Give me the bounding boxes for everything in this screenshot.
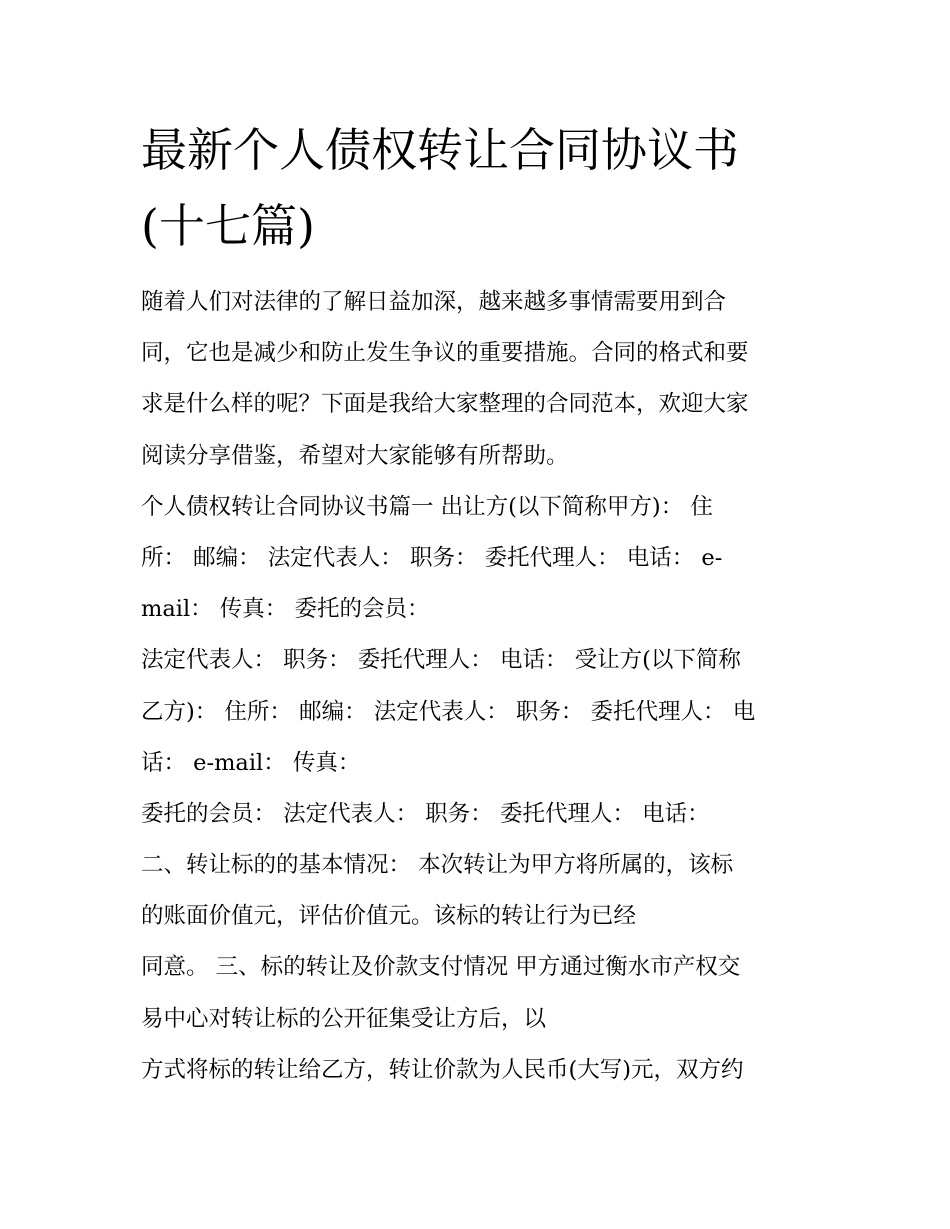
- text-line: 话： e-mail： 传真：: [141, 749, 361, 776]
- text-line: 求是什么样的呢？下面是我给大家整理的合同范本，欢迎大家: [141, 391, 749, 418]
- document-body: [141, 277, 831, 1096]
- text-line: 易中心对转让标的公开征集受让方后，以: [141, 1005, 547, 1032]
- document-title: [141, 112, 841, 264]
- text-line: 二、转让标的的基本情况： 本次转让为甲方将所属的，该标: [141, 852, 734, 879]
- text-line: 同意。 三、标的转让及价款支付情况 甲方通过衡水市产权交: [141, 954, 741, 981]
- text-line: 方式将标的转让给乙方，转让价款为人民币(大写)元，双方约: [141, 1056, 744, 1083]
- text-line: 个人债权转让合同协议书篇一 出让方(以下简称甲方)： 住: [141, 493, 713, 520]
- text-line: mail： 传真： 委托的会员：: [141, 596, 430, 623]
- text-line: 同，它也是减少和防止发生争议的重要措施。合同的格式和要: [141, 340, 749, 367]
- title-line: 最新个人债权转让合同协议书: [141, 123, 739, 177]
- text-line: 法定代表人： 职务： 委托代理人： 电话： 受让方(以下简称: [141, 647, 741, 674]
- text-line: 的账面价值元，评估价值元。该标的转让行为已经: [141, 903, 637, 930]
- text-line: 委托的会员： 法定代表人： 职务： 委托代理人： 电话：: [141, 800, 710, 827]
- title-line: (十七篇): [141, 199, 315, 253]
- text-line: 随着人们对法律的了解日益加深，越来越多事情需要用到合: [141, 289, 727, 315]
- text-line: 阅读分享借鉴，希望对大家能够有所帮助。: [141, 442, 569, 469]
- text-line: 所： 邮编： 法定代表人： 职务： 委托代理人： 电话： e-: [141, 544, 723, 571]
- text-line: 乙方)： 住所： 邮编： 法定代表人： 职务： 委托代理人： 电: [141, 698, 756, 725]
